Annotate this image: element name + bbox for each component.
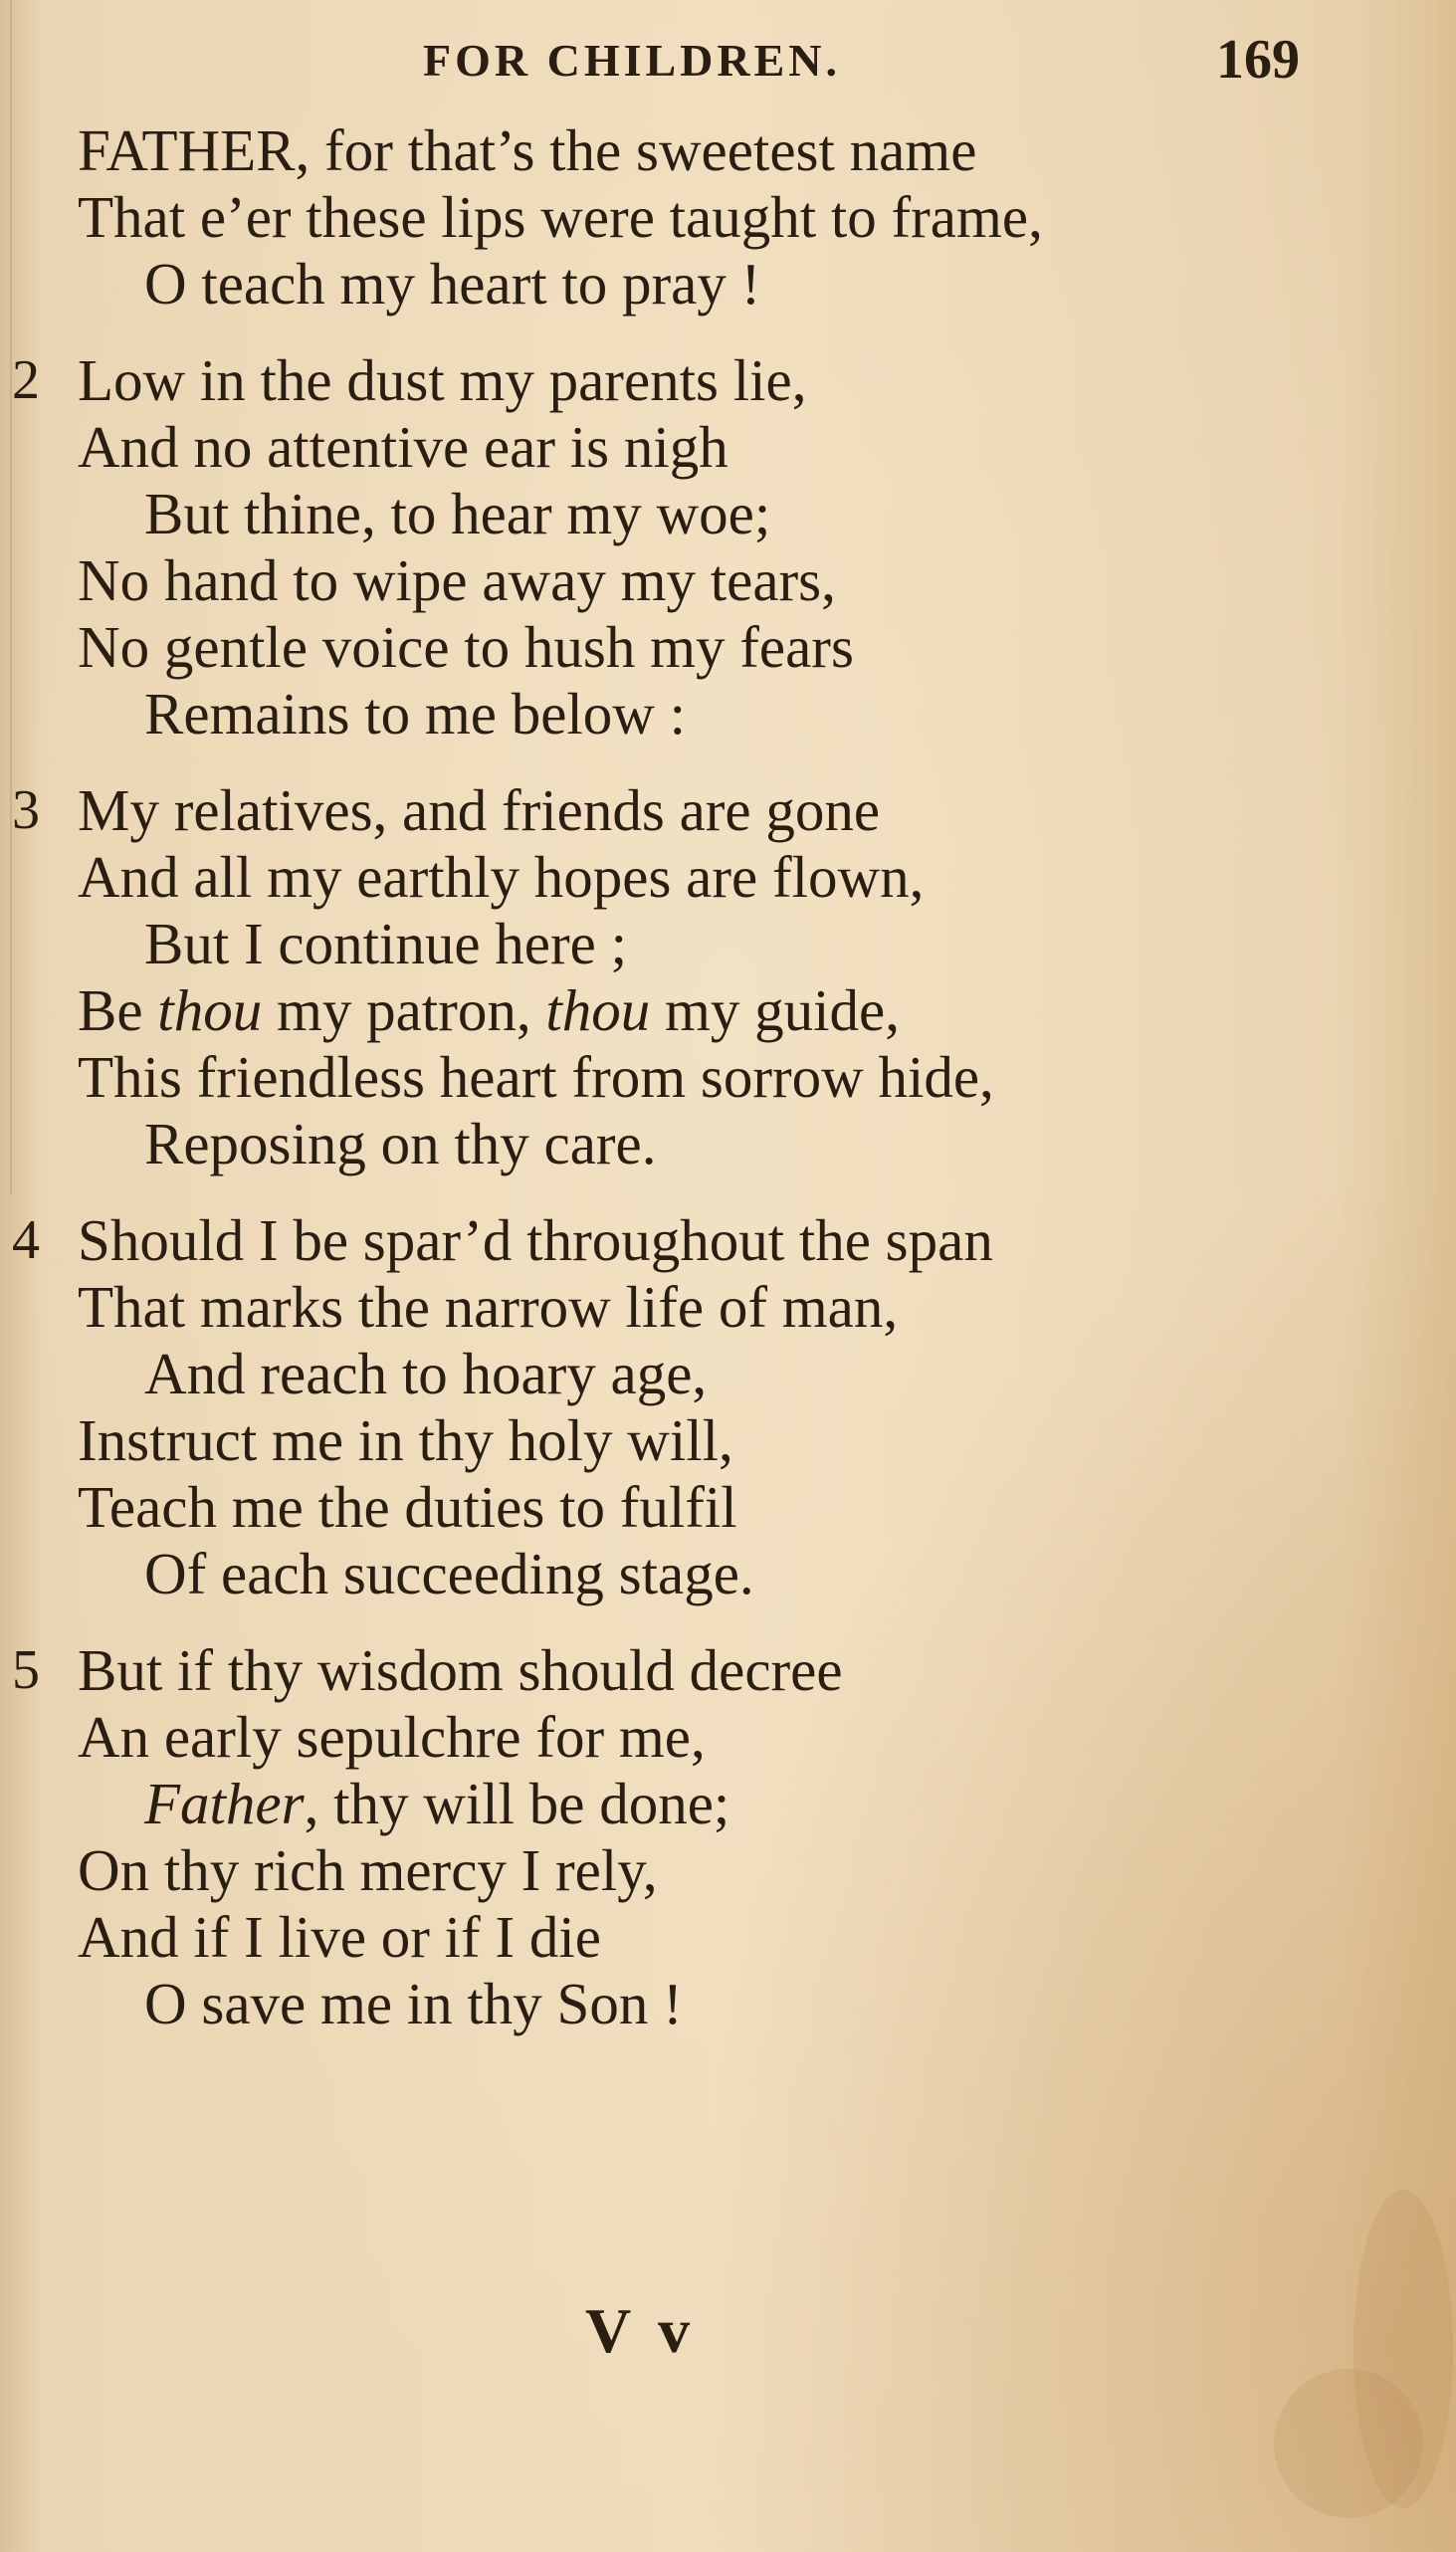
stanza-number: 5	[12, 1639, 40, 1701]
verse-line	[0, 251, 1456, 318]
stanza-number: 2	[12, 349, 40, 411]
verse-text: Remains to me below :	[144, 681, 687, 746]
verse-text: Of each succeeding stage.	[144, 1541, 754, 1606]
verse-text: And if I live or if I die	[78, 1904, 601, 1970]
verse-text: my guide,	[650, 977, 900, 1043]
stanza	[0, 1207, 1456, 1607]
verse-text: And reach to hoary age,	[144, 1341, 708, 1406]
page-number: 169	[1216, 29, 1300, 91]
verse-text: And no attentive ear is nigh	[78, 414, 728, 480]
paper-stain	[1274, 2369, 1423, 2518]
stanza	[0, 777, 1456, 1177]
verse-text: And all my earthly hopes are flown,	[78, 844, 925, 910]
verse-text: That marks the narrow life of man,	[78, 1274, 899, 1340]
verse-text: No hand to wipe away my tears,	[78, 547, 836, 613]
verse-line	[0, 1704, 1456, 1771]
verse-text: But if thy wisdom should decree	[78, 1637, 843, 1703]
stanza	[0, 1637, 1456, 2037]
verse-line	[0, 911, 1456, 977]
verse-line	[0, 844, 1456, 911]
verse-text: Be	[78, 977, 158, 1043]
running-head	[0, 28, 1456, 98]
verse-text: An early sepulchre for me,	[78, 1704, 706, 1770]
italic-text: Father	[144, 1771, 305, 1836]
verse-text: , thy will be done;	[304, 1771, 730, 1836]
verse-text: But I continue here ;	[144, 911, 627, 976]
running-title: FOR CHILDREN.	[423, 35, 842, 86]
verse-line	[0, 347, 1456, 414]
verse-line	[0, 1771, 1456, 1837]
verse-line	[0, 184, 1456, 251]
stanza	[0, 347, 1456, 747]
verse-line	[0, 1341, 1456, 1407]
verse-text: No gentle voice to hush my fears	[78, 614, 854, 680]
verse-text: O save me in thy Son !	[144, 1971, 683, 2036]
verse-text: My relatives, and friends are gone	[78, 777, 881, 843]
verse-line	[0, 481, 1456, 547]
stanza-number: 3	[12, 779, 40, 841]
verse-line	[0, 777, 1456, 844]
verse-text: FATHER, for that’s the sweetest name	[78, 117, 977, 183]
verse-line	[0, 1274, 1456, 1341]
verse-text: O teach my heart to pray !	[144, 251, 761, 317]
verse-line	[0, 977, 1456, 1044]
verse-text: Should I be spar’d throughout the span	[78, 1207, 993, 1273]
verse-text: Reposing on thy care.	[144, 1111, 657, 1176]
verse-line	[0, 547, 1456, 614]
verse-text: That e’er these lips were taught to frame,	[78, 184, 1043, 250]
verse-line	[0, 1474, 1456, 1541]
verse-line	[0, 1637, 1456, 1704]
verse-line	[0, 1407, 1456, 1474]
verse-text: Teach me the duties to fulfil	[78, 1474, 737, 1540]
hymn-text	[0, 117, 1456, 2067]
verse-text: But thine, to hear my woe;	[144, 481, 771, 546]
verse-line	[0, 1837, 1456, 1904]
verse-line	[0, 614, 1456, 681]
verse-line	[0, 1044, 1456, 1111]
verse-line	[0, 117, 1456, 184]
verse-line	[0, 1111, 1456, 1177]
verse-line	[0, 1904, 1456, 1971]
verse-text: On thy rich mercy I rely,	[78, 1837, 658, 1903]
italic-text: thou	[545, 977, 651, 1043]
verse-line	[0, 414, 1456, 481]
stanza-number: 4	[12, 1209, 40, 1271]
verse-text: This friendless heart from sorrow hide,	[78, 1044, 994, 1110]
stanza	[0, 117, 1456, 318]
italic-text: thou	[157, 977, 263, 1043]
verse-text: Low in the dust my parents lie,	[78, 347, 807, 413]
verse-line	[0, 1207, 1456, 1274]
verse-line	[0, 1541, 1456, 1607]
verse-line	[0, 681, 1456, 747]
signature-mark: V v	[585, 2295, 697, 2366]
verse-line	[0, 1971, 1456, 2037]
verse-text: my patron,	[262, 977, 546, 1043]
verse-text: Instruct me in thy holy will,	[78, 1407, 733, 1473]
